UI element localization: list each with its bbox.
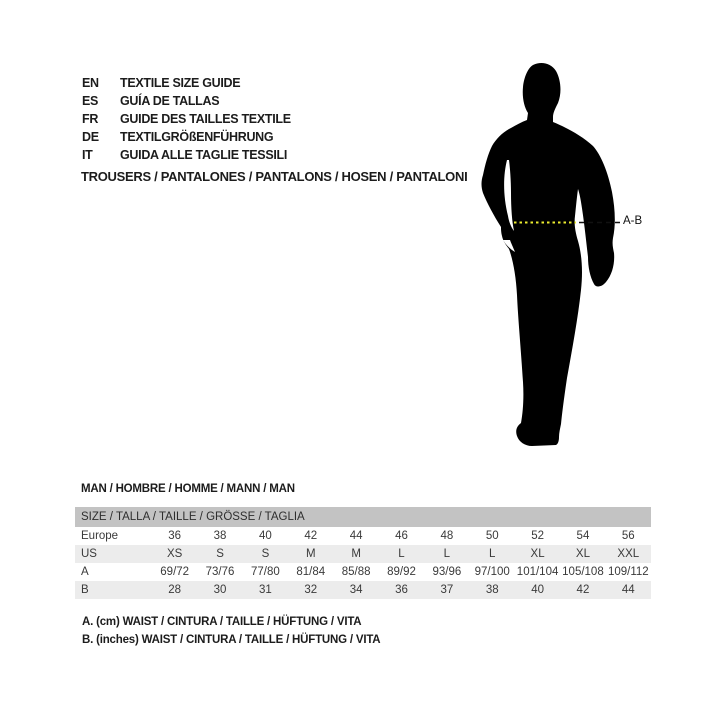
table-cell: 38: [485, 584, 499, 596]
table-cell: 37: [440, 584, 454, 596]
table-cell: 42: [304, 530, 318, 542]
table-cell: 40: [531, 584, 544, 596]
table-cell: 77/80: [251, 566, 280, 578]
table-cell: 89/92: [387, 566, 416, 578]
table-cell: 38: [213, 530, 227, 542]
table-cell: 34: [349, 584, 363, 596]
language-code: IT: [82, 148, 93, 162]
table-cell: 48: [440, 530, 454, 542]
table-cell: 44: [621, 584, 635, 596]
table-cell: 50: [485, 530, 499, 542]
table-cell: 32: [304, 584, 318, 596]
table-cell: L: [398, 548, 405, 560]
table-cell: 73/76: [205, 566, 235, 578]
table-cell: XXL: [617, 548, 640, 560]
table-cell: 81/84: [296, 566, 326, 578]
table-cell: L: [443, 548, 451, 560]
table-cell: XL: [575, 548, 590, 560]
language-code: FR: [82, 112, 99, 126]
table-cell: 105/108: [562, 566, 604, 578]
table-cell: 101/104: [516, 566, 559, 578]
table-cell: 28: [168, 584, 182, 596]
table-cell: XL: [530, 548, 545, 560]
table-cell: 42: [576, 584, 590, 596]
table-cell: 56: [621, 530, 635, 542]
table-cell: L: [489, 548, 496, 560]
language-label: TEXTILGRÖßENFÜHRUNG: [120, 130, 274, 144]
table-cell: S: [216, 548, 224, 560]
table-cell: 109/112: [607, 566, 649, 578]
table-cell: 97/100: [474, 566, 510, 578]
row-label: B: [81, 584, 89, 596]
table-cell: 52: [531, 530, 544, 542]
table-row-europe: [75, 527, 651, 545]
measure-label-ab: A-B: [623, 215, 643, 227]
man-silhouette: [482, 63, 615, 446]
table-cell: XS: [167, 548, 183, 560]
note-b-inches: B. (inches) WAIST / CINTURA / TAILLE / HÜFTUNG / VITA: [82, 633, 381, 646]
table-row-us: [75, 545, 651, 563]
table-cell: 36: [395, 584, 408, 596]
table-row-b-inches: [75, 581, 651, 599]
row-label: A: [81, 566, 89, 578]
table-cell: 40: [259, 530, 272, 542]
table-cell: 85/88: [341, 566, 371, 578]
table-cell: 54: [576, 530, 590, 542]
table-cell: 36: [168, 530, 182, 542]
table-cell: M: [305, 548, 316, 560]
language-code: DE: [82, 130, 99, 144]
table-row-a-cm: [75, 563, 651, 581]
table-cell: 44: [349, 530, 363, 542]
note-a-cm: A. (cm) WAIST / CINTURA / TAILLE / HÜFTUNG / VITA: [82, 616, 362, 628]
language-label: GUIDE DES TAILLES TEXTILE: [120, 112, 291, 126]
table-cell: 46: [395, 530, 408, 542]
table-cell: 30: [213, 584, 227, 596]
garment-heading: TROUSERS / PANTALONES / PANTALONS / HOSEN / PANTALONI: [81, 169, 468, 184]
row-label: US: [81, 548, 97, 560]
size-table: [75, 507, 651, 599]
section-heading-man: MAN / HOMBRE / HOMME / MANN / MAN: [81, 483, 295, 495]
measurement-notes: [82, 614, 380, 649]
table-cell: 31: [259, 584, 272, 596]
language-label: TEXTILE SIZE GUIDE: [120, 76, 241, 90]
row-label: Europe: [81, 530, 119, 542]
language-code: ES: [82, 94, 99, 108]
table-cell: 69/72: [160, 566, 190, 578]
language-label: GUÍA DE TALLAS: [120, 94, 220, 108]
size-table-header: SIZE / TALLA / TAILLE / GRÖSSE / TAGLIA: [75, 507, 651, 527]
language-label: GUIDA ALLE TAGLIE TESSILI: [120, 148, 288, 162]
table-cell: M: [351, 548, 361, 560]
table-cell: S: [261, 548, 270, 560]
language-code: EN: [82, 76, 99, 90]
table-cell: 93/96: [432, 566, 462, 578]
